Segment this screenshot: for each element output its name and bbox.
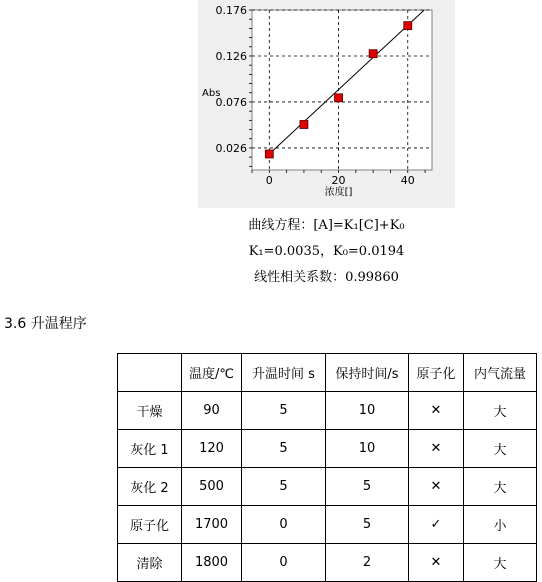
- section-title: 3.6 升温程序: [4, 316, 87, 332]
- data-point: [404, 22, 412, 30]
- table-cell: 90: [182, 392, 242, 430]
- data-point: [335, 94, 343, 102]
- table-cell: 10: [326, 430, 409, 468]
- curve-equation: 曲线方程：[A]=K₁[C]+K₀: [248, 218, 405, 233]
- table-row: [118, 506, 537, 544]
- table-header-cell: 温度/℃: [182, 354, 242, 392]
- table-cell: 5: [242, 468, 326, 506]
- y-tick-label: 0.076: [215, 95, 247, 109]
- table-header-cell: [118, 354, 182, 392]
- data-point: [300, 120, 308, 128]
- table-header-cell: 升温时间 s: [242, 354, 326, 392]
- x-tick-label: 0: [265, 174, 273, 187]
- table-cell: 清除: [118, 544, 182, 582]
- y-tick-label: 0.026: [215, 141, 247, 155]
- y-tick-label: 0.176: [215, 4, 247, 17]
- table-cell: 原子化: [118, 506, 182, 544]
- calibration-chart: [198, 0, 455, 208]
- table-cell: 5: [242, 392, 326, 430]
- table-cell: ✕: [409, 392, 464, 430]
- table-cell: 5: [242, 430, 326, 468]
- table-cell: ✓: [409, 506, 464, 544]
- correlation-coefficient: 线性相关系数：0.99860: [254, 270, 399, 285]
- table-cell: 大: [464, 430, 537, 468]
- table-row: [118, 430, 537, 468]
- y-tick-label: 0.126: [215, 49, 247, 63]
- x-tick-label: 20: [331, 174, 346, 187]
- table-cell: 1700: [182, 506, 242, 544]
- table-cell: 0: [242, 506, 326, 544]
- table-cell: 小: [464, 506, 537, 544]
- table-cell: 大: [464, 392, 537, 430]
- calibration-chart-svg: [198, 0, 455, 208]
- plot-area: [252, 10, 432, 170]
- table-cell: 大: [464, 468, 537, 506]
- table-cell: 5: [326, 506, 409, 544]
- table-cell: ✕: [409, 468, 464, 506]
- table-cell: 干燥: [118, 392, 182, 430]
- table-header-row: [118, 354, 537, 392]
- table-header-cell: 保持时间/s: [326, 354, 409, 392]
- table-cell: 1800: [182, 544, 242, 582]
- x-tick-label: 40: [400, 174, 415, 187]
- heating-program-table: [117, 353, 537, 582]
- table-cell: 5: [326, 468, 409, 506]
- table-header-cell: 原子化: [409, 354, 464, 392]
- table-cell: 120: [182, 430, 242, 468]
- table-cell: 灰化 1: [118, 430, 182, 468]
- table-cell: 大: [464, 544, 537, 582]
- table-cell: 2: [326, 544, 409, 582]
- table-header-cell: 内气流量: [464, 354, 537, 392]
- y-axis-label: Abs: [202, 88, 221, 99]
- table-cell: 灰化 2: [118, 468, 182, 506]
- table-cell: ✕: [409, 430, 464, 468]
- table-row: [118, 468, 537, 506]
- table-cell: 0: [242, 544, 326, 582]
- table-row: [118, 392, 537, 430]
- table-cell: 10: [326, 392, 409, 430]
- x-axis-label: 浓度[]: [324, 187, 353, 198]
- data-point: [265, 150, 273, 158]
- data-point: [369, 50, 377, 58]
- table-cell: ✕: [409, 544, 464, 582]
- table-row: [118, 544, 537, 582]
- coefficients: K₁=0.0035，K₀=0.0194: [248, 244, 405, 259]
- table-cell: 500: [182, 468, 242, 506]
